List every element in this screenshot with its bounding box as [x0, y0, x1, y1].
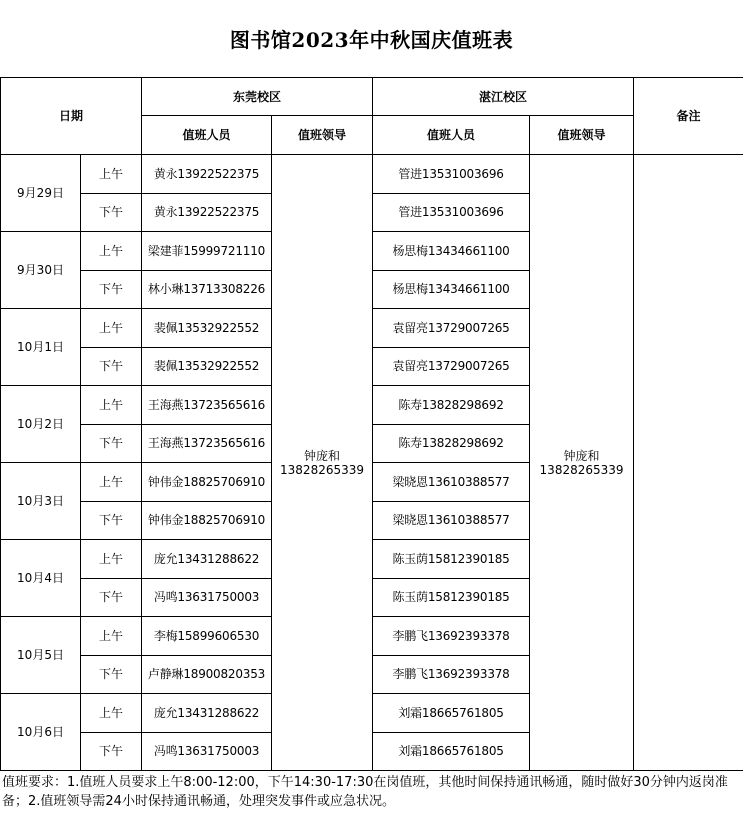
zhanjiang-staff-cell: 李鹏飞13692393378 — [373, 617, 530, 656]
header-dongguan-duty-leader: 值班领导 — [272, 116, 373, 155]
header-dongguan-duty-staff: 值班人员 — [142, 116, 272, 155]
zhanjiang-staff-cell: 李鹏飞13692393378 — [373, 655, 530, 694]
period-cell: 下午 — [81, 732, 142, 771]
date-cell: 10月6日 — [1, 694, 81, 771]
zhanjiang-staff-cell: 陈寿13828298692 — [373, 386, 530, 425]
zhanjiang-staff-cell: 管进13531003696 — [373, 193, 530, 232]
period-cell: 上午 — [81, 463, 142, 502]
header-date: 日期 — [1, 78, 142, 155]
period-cell: 上午 — [81, 155, 142, 194]
period-cell: 上午 — [81, 694, 142, 733]
zhanjiang-staff-cell: 陈玉荫15812390185 — [373, 540, 530, 579]
dongguan-staff-cell: 钟伟金18825706910 — [142, 463, 272, 502]
date-cell: 9月29日 — [1, 155, 81, 232]
date-cell: 9月30日 — [1, 232, 81, 309]
dongguan-leader-cell — [272, 155, 373, 771]
dongguan-staff-cell: 梁建菲15999721110 — [142, 232, 272, 271]
period-cell: 下午 — [81, 424, 142, 463]
date-cell: 10月3日 — [1, 463, 81, 540]
dongguan-staff-cell: 钟伟金18825706910 — [142, 501, 272, 540]
zhanjiang-staff-cell: 刘霜18665761805 — [373, 694, 530, 733]
zhanjiang-staff-cell: 杨思梅13434661100 — [373, 270, 530, 309]
period-cell: 上午 — [81, 617, 142, 656]
period-cell: 下午 — [81, 193, 142, 232]
header-dongguan-campus: 东莞校区 — [142, 78, 373, 116]
period-cell: 下午 — [81, 501, 142, 540]
period-cell: 下午 — [81, 347, 142, 386]
zhanjiang-staff-cell: 袁留亮13729007265 — [373, 347, 530, 386]
header-zhanjiang-duty-staff: 值班人员 — [373, 116, 530, 155]
period-cell: 下午 — [81, 270, 142, 309]
dongguan-staff-cell: 王海燕13723565616 — [142, 424, 272, 463]
duty-table — [0, 77, 743, 771]
table-row — [1, 155, 743, 194]
page-title: 图书馆2023年中秋国庆值班表 — [229, 28, 514, 52]
period-cell: 上午 — [81, 309, 142, 348]
header-remarks: 备注 — [634, 78, 743, 155]
dongguan-staff-cell: 冯鸣13631750003 — [142, 732, 272, 771]
date-cell: 10月5日 — [1, 617, 81, 694]
period-cell: 上午 — [81, 232, 142, 271]
leader-name: 钟庞和 — [304, 448, 341, 463]
dongguan-staff-cell: 卢静琳18900820353 — [142, 655, 272, 694]
zhanjiang-staff-cell: 杨思梅13434661100 — [373, 232, 530, 271]
leader-name: 钟庞和 — [563, 448, 600, 463]
period-cell: 下午 — [81, 655, 142, 694]
dongguan-staff-cell: 黄永13922522375 — [142, 155, 272, 194]
dongguan-staff-cell: 李梅15899606530 — [142, 617, 272, 656]
leader-phone: 13828265339 — [280, 462, 365, 477]
dongguan-staff-cell: 庞允13431288622 — [142, 694, 272, 733]
zhanjiang-staff-cell: 梁晓恩13610388577 — [373, 501, 530, 540]
dongguan-staff-cell: 林小琳13713308226 — [142, 270, 272, 309]
period-cell: 上午 — [81, 540, 142, 579]
dongguan-staff-cell: 王海燕13723565616 — [142, 386, 272, 425]
dongguan-staff-cell: 裴佩13532922552 — [142, 347, 272, 386]
period-cell: 下午 — [81, 578, 142, 617]
zhanjiang-staff-cell: 管进13531003696 — [373, 155, 530, 194]
dongguan-staff-cell: 冯鸣13631750003 — [142, 578, 272, 617]
zhanjiang-staff-cell: 陈玉荫15812390185 — [373, 578, 530, 617]
period-cell: 上午 — [81, 386, 142, 425]
remarks-cell — [634, 155, 743, 771]
zhanjiang-leader-cell — [530, 155, 634, 771]
header-zhanjiang-campus: 湛江校区 — [373, 78, 634, 116]
zhanjiang-staff-cell: 陈寿13828298692 — [373, 424, 530, 463]
zhanjiang-staff-cell: 梁晓恩13610388577 — [373, 463, 530, 502]
zhanjiang-staff-cell: 袁留亮13729007265 — [373, 309, 530, 348]
dongguan-staff-cell: 裴佩13532922552 — [142, 309, 272, 348]
header-zhanjiang-duty-leader: 值班领导 — [530, 116, 634, 155]
zhanjiang-staff-cell: 刘霜18665761805 — [373, 732, 530, 771]
dongguan-staff-cell: 庞允13431288622 — [142, 540, 272, 579]
date-cell: 10月4日 — [1, 540, 81, 617]
date-cell: 10月2日 — [1, 386, 81, 463]
leader-phone: 13828265339 — [539, 462, 624, 477]
duty-requirements-note: 值班要求：1.值班人员要求上午8:00-12:00，下午14:30-17:30在岗值班，其他时间保持通讯畅通，随时做好30分钟内返岗准备；2.值班领导需24小时保持通讯畅通，处理突发事件或应急状况。 — [2, 775, 728, 809]
dongguan-staff-cell: 黄永13922522375 — [142, 193, 272, 232]
date-cell: 10月1日 — [1, 309, 81, 386]
